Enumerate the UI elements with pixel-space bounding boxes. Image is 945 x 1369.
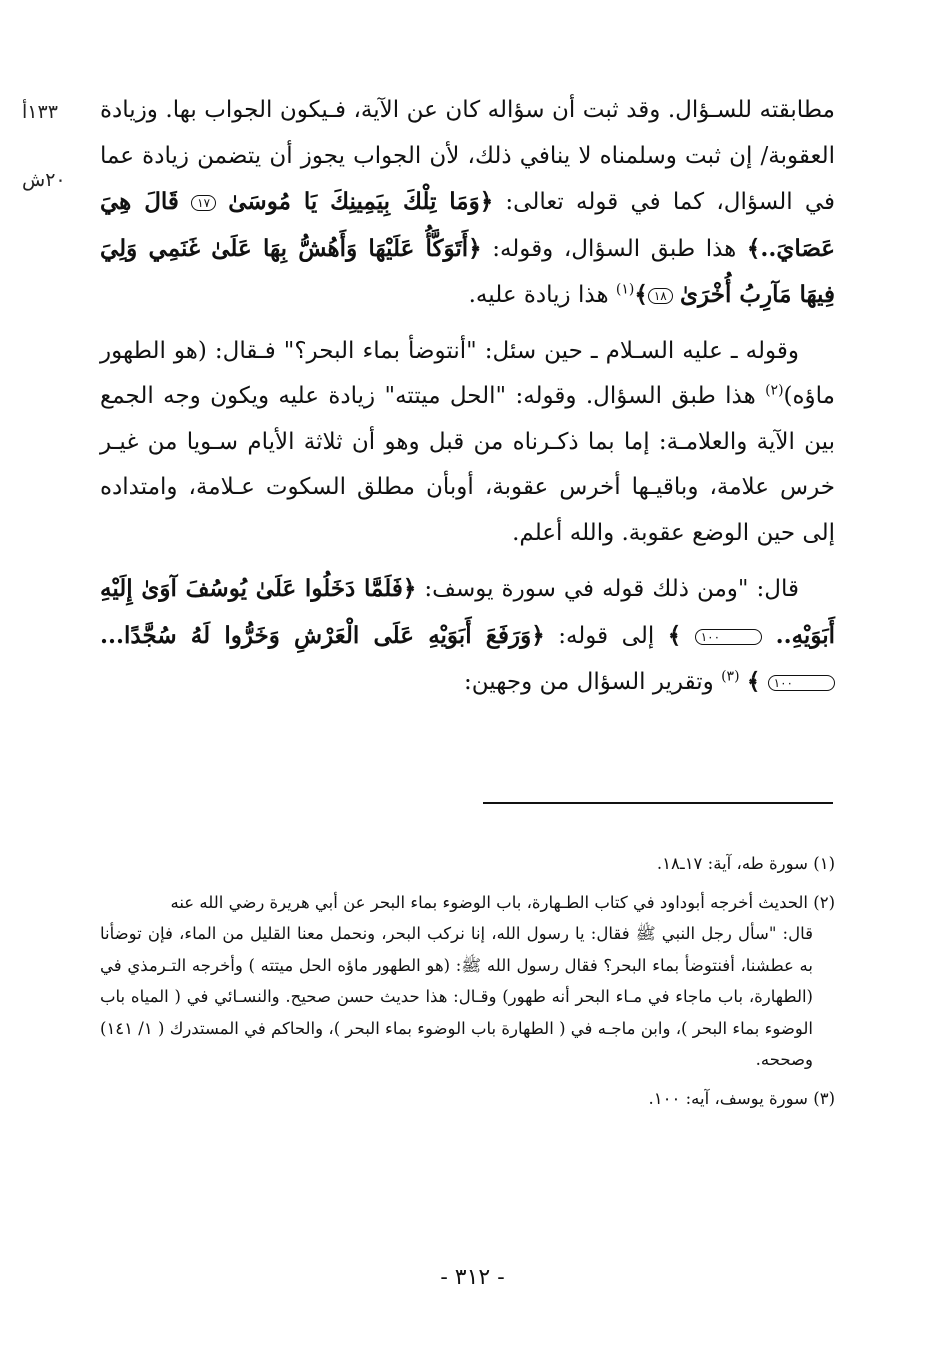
quran-verse-4: ﴿فَلَمَّا دَخَلُوا عَلَىٰ يُوسُفَ آوَىٰ إِلَيْهِ أَبَوَيْهِ.. <box>100 575 835 649</box>
footnote-2: (٢) الحديث أخرجه أبوداود في كتاب الطـهارة، باب الوضوء بماء البحر عن أبي هريرة رضي الله عنه <box>170 892 835 912</box>
footnotes <box>100 848 835 1121</box>
footnote-3: (٣) سورة يوسف، آيه: ١٠٠. <box>648 1088 835 1108</box>
footnote-ref-1: (١) <box>615 281 635 298</box>
paragraph-3-text-b: إلى قوله: <box>544 622 668 649</box>
quran-verse-3-end: ﴾ <box>634 281 648 308</box>
margin-note-manuscript: ٢٠ش <box>22 169 66 191</box>
quran-verse-4-end: ﴾ <box>667 621 682 649</box>
ayah-marker-17: ١٧ <box>191 195 216 211</box>
page-number: - ٣١٢ - <box>440 1265 505 1290</box>
paragraph-1-text-b: هذا طبق السؤال، وقوله: <box>481 235 747 262</box>
footnote-ref-2: (٢) <box>765 382 784 399</box>
paragraph-1-text-a: مطابقته للسـؤال. وقد ثبت أن سؤاله كان عن الآية، فـيكون الجواب بها. وزيادة العقوبة/ إن ثبت وسلمناه لا ينافي ذلك، لأن الجواب يجوز أن يتضمن زيادة عما في السؤال، كما في قوله تعالى: <box>100 97 836 215</box>
quran-verse-5: ﴿وَرَفَعَ أَبَوَيْهِ عَلَى الْعَرْشِ وَخَرُّوا لَهُ سُجَّدًا... <box>100 621 545 649</box>
quran-verse-1: ﴿وَمَا تِلْكَ بِيَمِينِكَ يَا مُوسَىٰ <box>228 188 494 215</box>
footnote-2-continued: قال: "سأل رجل النبي ﷺ فقال: يا رسول الله، إنا نركب البحر، ونحمل معنا القليل من الماء، فإن توضأنا به عطشنا، أفنتوضأ بماء البحر؟ فقال رسول الله ﷺ: (هو الطهور ماؤه الحل ميتته ) وأخرجه التـرمذي في (الطهارة، باب ماجاء في مـاء البحر أنه طهور) وقـال: هذا حديث حسن صحيح. والنسـائي في ( المياه باب الوضوء بماء البحر )، وابن ماجـه في ( الطهارة باب الوضوء بماء البحر )، والحاكم في المستدرك ( ١/ ١٤١) وصححه. <box>100 924 813 1069</box>
ayah-marker-100a: ١٠٠ <box>695 629 762 645</box>
quran-verse-2: قَالَ هِيَ عَصَايَ..﴾ <box>100 188 836 262</box>
paragraph-2 <box>100 329 835 557</box>
footnote-1: (١) سورة طه، آية: ١٧ـ١٨. <box>656 854 835 873</box>
ayah-marker-100b: ١٠٠ <box>768 675 835 691</box>
footnote-separator <box>483 802 833 804</box>
main-text <box>100 88 835 706</box>
quran-verse-5-end: ﴾ <box>746 668 761 695</box>
paragraph-3 <box>100 566 835 706</box>
margin-note-folio: ١٣٣أ <box>22 101 58 123</box>
paragraph-2-text-b: هذا طبق السؤال. وقوله: "الحل ميتته" زيادة عليه ويكون وجه الجمع بين الآية والعلامـة: إما بما ذكـرناه من قبل وهو أن ثلاثة الأيام سـويا من غيـر خرس علامة، وباقيـها أخرس عقوبة، أوبأن مطلق السكوت عـلامة، وامتداده إلى حين الوضع عقوبة. والله أعلم. <box>100 383 835 546</box>
paragraph-3-text-c: وتقرير السؤال من وجهين: <box>464 669 722 695</box>
paragraph-1-text-c: هذا زيادة عليه. <box>468 282 616 308</box>
paragraph-2-text-a: وقوله ـ عليه السـلام ـ حين سئل: "أنتوضأ بماء البحر؟" فـقال: (هو الطهور ماؤه) <box>100 337 835 409</box>
paragraph-1 <box>100 88 835 319</box>
ayah-marker-18: ١٨ <box>648 288 673 304</box>
paragraph-3-text-a: قال: "ومن ذلك قوله في سورة يوسف: <box>416 576 799 602</box>
quran-verse-3: ﴿أَتَوَكَّأُ عَلَيْهَا وَأَهُشُّ بِهَا عَلَىٰ غَنَمِي وَلِيَ فِيهَا مَآرِبُ أُخْرَىٰ <box>100 234 835 308</box>
footnote-ref-3: (٣) <box>721 668 740 685</box>
